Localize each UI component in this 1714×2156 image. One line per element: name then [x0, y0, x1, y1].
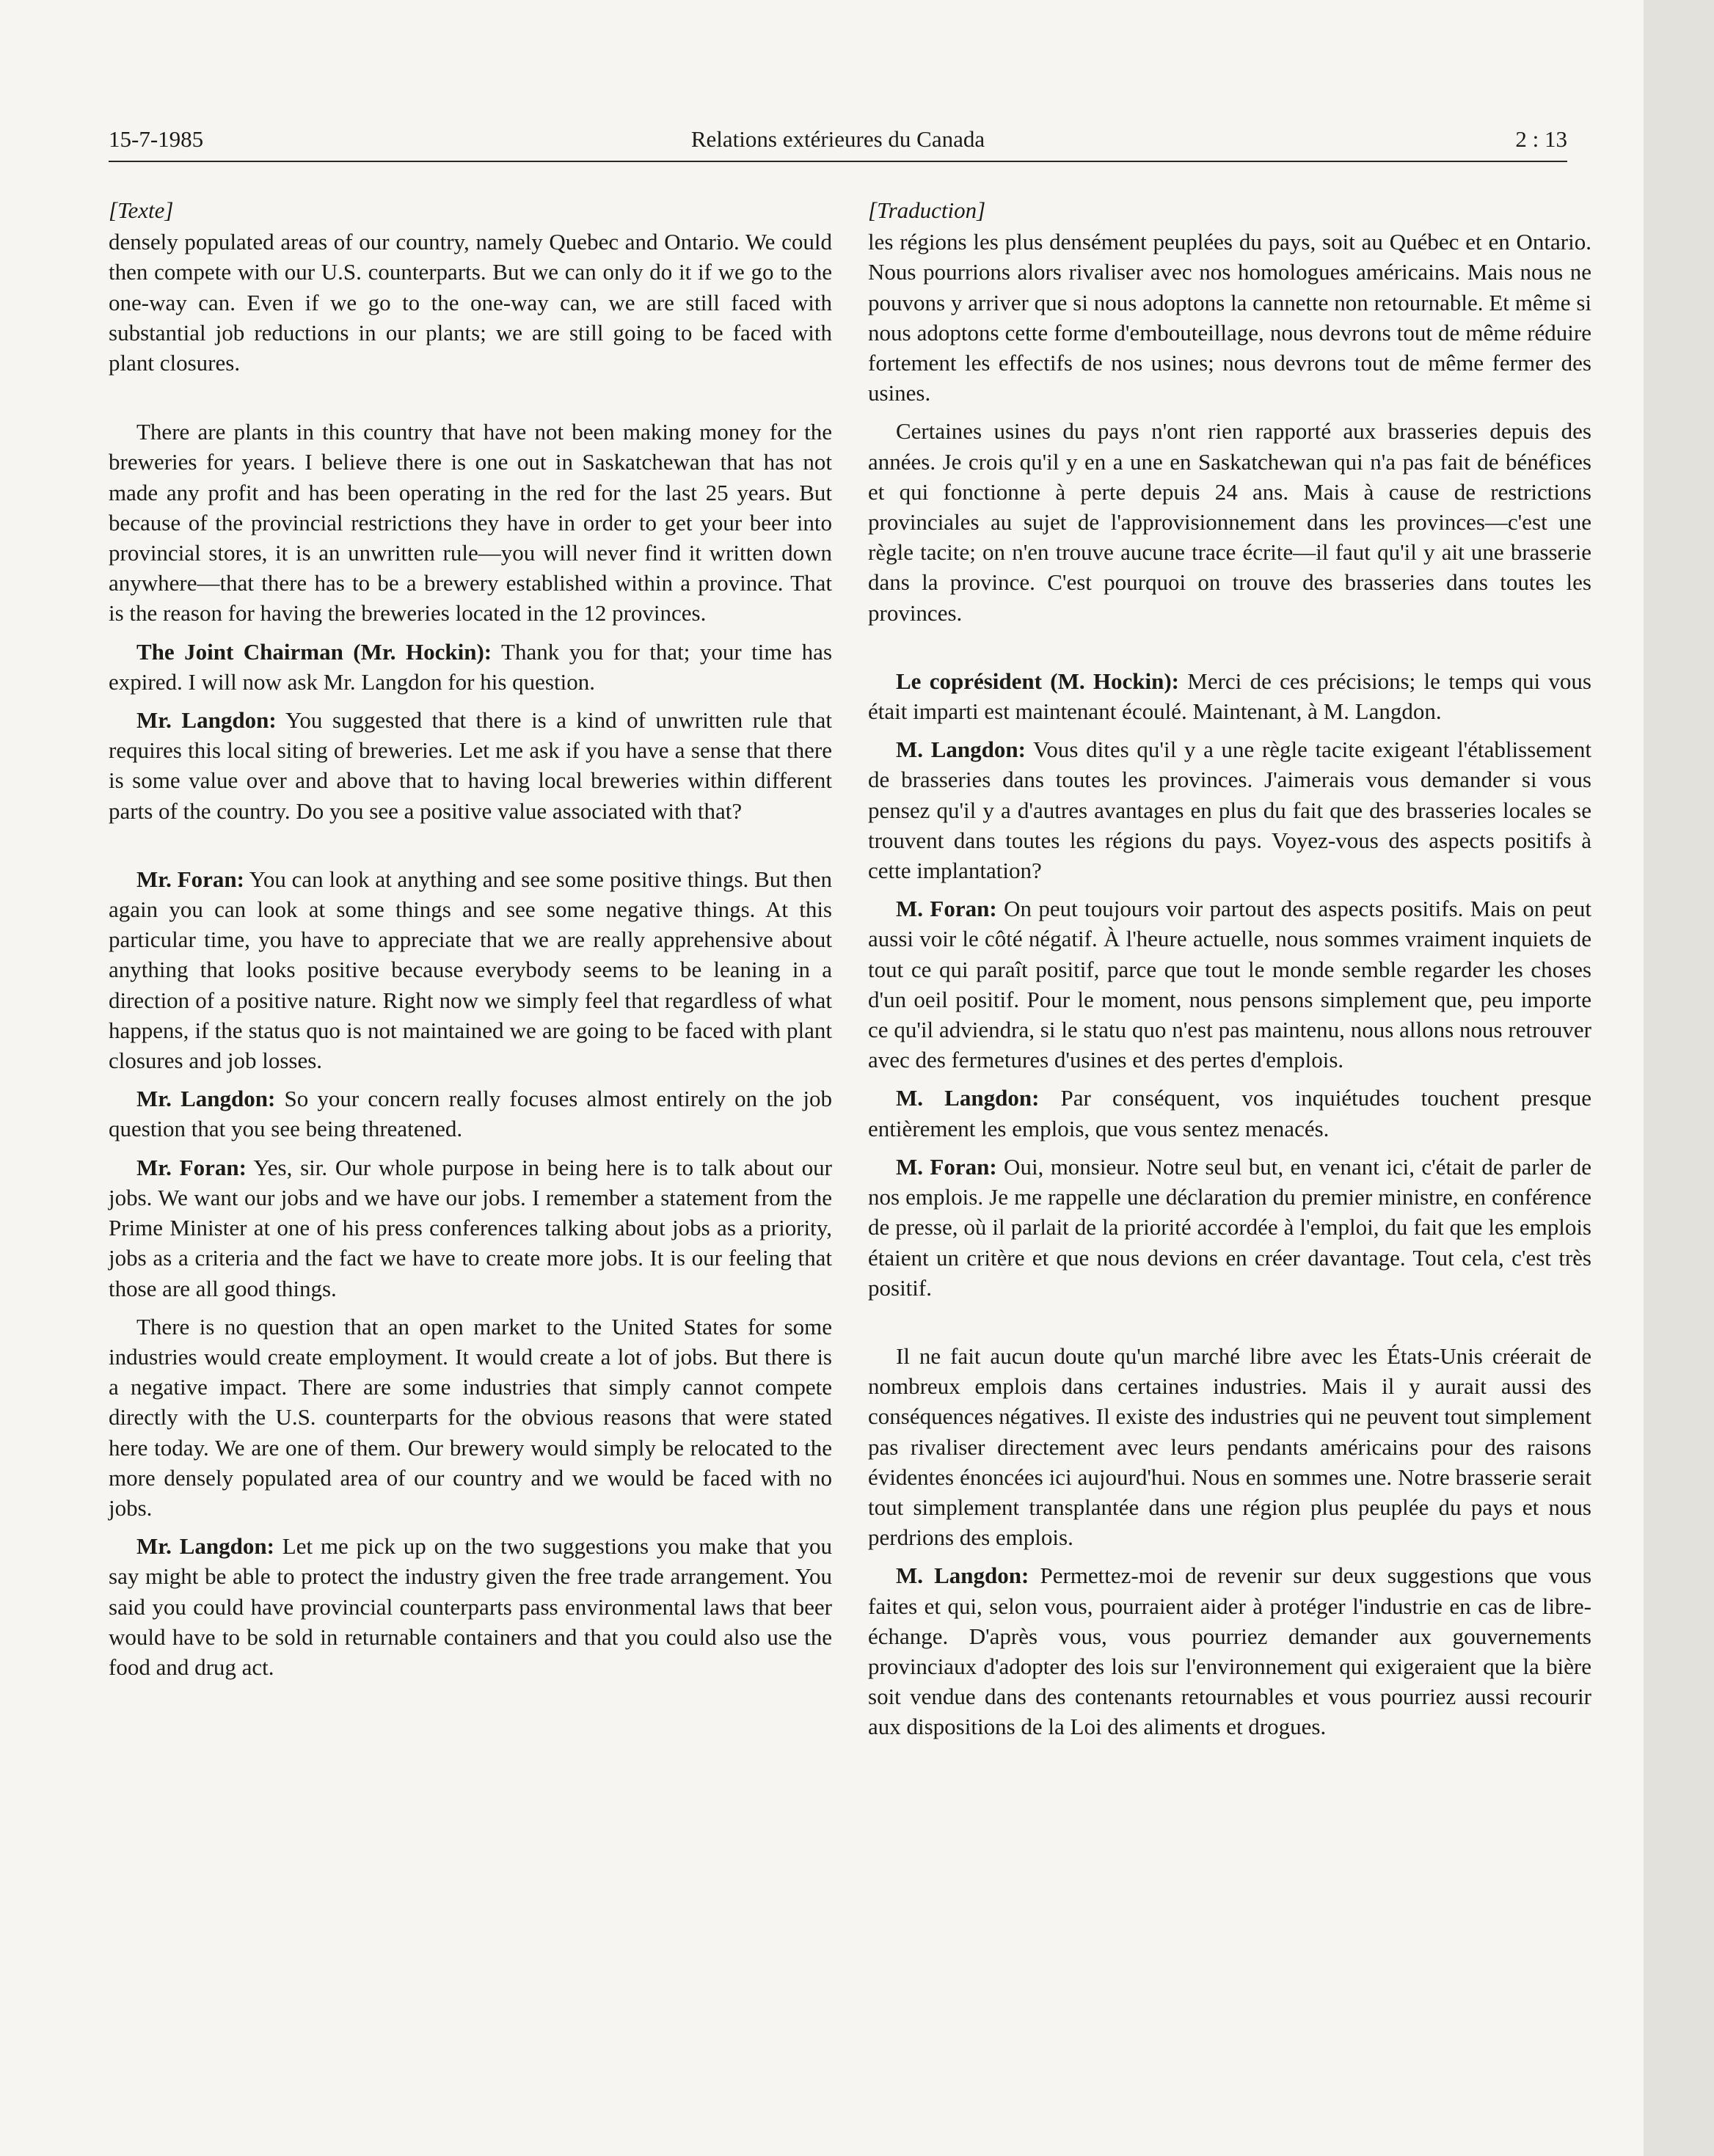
header-title: Relations extérieures du Canada	[690, 126, 985, 152]
speech-text: Let me pick up on the two suggestions you make that you say might be able to protect the industry given the free trade arrangement. You said you could have provincial counterparts pass environmental laws that beer would have to be sold in returnable containers and that you could also use the food and drug act.	[109, 1533, 832, 1680]
left-paragraph-0: densely populated areas of our country, namely Quebec and Ontario. We could then compete with our U.S. counterparts. But we can only do it if we go to the one-way can. Even if we go to the one-way can, we are still faced with substantial job reductions in our plants; we are still going to be faced with plant closures.	[109, 229, 832, 376]
speech-text: Permettez-moi de revenir sur deux suggestions que vous faites et qui, selon vous, pourraient aider à protéger l'industrie en cas de libre-échange. D'après vous, vous pourriez demander aux gouvernements provinciaux d'adopter des lois sur l'environnement qui exigeraient que la bière soit vendue dans des contenants retournables et vous pourriez aussi recourir aux dispositions de la Loi des aliments et drogues.	[868, 1563, 1592, 1740]
header-rule	[109, 161, 1567, 162]
speech-text: You can look at anything and see some positive things. But then again you can look at some things and see some negative things. At this particular time, you have to appreciate that we are really apprehensive about anything that looks positive because everybody seems to be leaning in a direction of a positive nature. Right now we simply feel that regardless of what happens, if the status quo is not maintained we are going to be faced with plant closures and job losses.	[109, 866, 833, 1074]
right-paragraph-5	[868, 1083, 1591, 1143]
speaker-name: M. Langdon:	[896, 1563, 1029, 1589]
right-paragraph-6	[868, 1152, 1591, 1303]
speaker-name: Mr. Langdon:	[136, 707, 277, 734]
speaker-name: The Joint Chairman (Mr. Hockin):	[136, 638, 492, 665]
right-column	[868, 195, 1591, 1742]
left-paragraph-2	[109, 637, 832, 697]
speaker-name: M. Foran:	[896, 1153, 997, 1180]
left-paragraph-5	[109, 1084, 832, 1144]
speaker-name: M. Foran:	[896, 896, 997, 922]
right-paragraph-4	[868, 894, 1591, 1075]
left-paragraph-3	[109, 705, 832, 826]
left-column	[109, 195, 832, 1682]
left-paragraph-7: There is no question that an open market to the United States for some industries would create employment. It would create a lot of jobs. But there is a negative impact. There are some industries that simply cannot compete directly with the U.S. counterparts for the obvious reasons that were stated here today. We are one of them. Our brewery would simply be relocated to the more densely populated area of our country and we would be faced with no jobs.	[109, 1313, 832, 1521]
speaker-name: Mr. Foran:	[136, 866, 244, 892]
right-paragraph-7: Il ne fait aucun doute qu'un marché libre avec les États-Unis créerait de nombreux emplois dans certaines industries. Mais il y aurait aussi des conséquences négatives. Il existe des industries qui ne peuvent tout simplement pas rivaliser directement avec leurs pendants américains pour des raisons évidentes énoncées ici aujourd'hui. Nous en sommes une. Notre brasserie serait tout simplement transplantée dans une région plus peuplée du pays et nous perdrions des emplois.	[868, 1342, 1591, 1551]
speech-text: You suggested that there is a kind of unwritten rule that requires this local siting of breweries. Let me ask if you have a sense that there is some value over and above that to having local breweries within different parts of the country. Do you see a positive value associated with that?	[109, 707, 832, 824]
speaker-name: Le coprésident (M. Hockin):	[896, 668, 1179, 694]
left-paragraph-4	[109, 864, 832, 1075]
right-label-text: Traduction	[877, 197, 977, 223]
right-paragraph-0: les régions les plus densément peuplées du pays, soit au Québec et en Ontario. Nous pourrions alors rivaliser avec nos homologues américains. Mais nous ne pouvons y arriver que si nous adoptons la cannette non retournable. Et même si nous adoptons cette forme d'embouteillage, nous devrons tout de même réduire fortement les effectifs de nos usines; nous devrons tout de même fermer des usines.	[868, 229, 1591, 406]
speech-text: Par conséquent, vos inquiétudes touchent presque entièrement les emplois, que vous sentez menacés.	[868, 1085, 1591, 1141]
header-date: 15-7-1985	[109, 126, 204, 152]
speaker-name: Mr. Langdon:	[136, 1533, 274, 1560]
right-paragraph-1: Certaines usines du pays n'ont rien rapporté aux brasseries depuis des années. Je crois qu'il y en a une en Saskatchewan qui n'a pas fait de bénéfices et qui fonctionne à perte depuis 24 ans. Mais à cause de restrictions provinciales au sujet de l'approvisionnement dans les provinces—c'est une règle tacite; on n'en trouve aucune trace écrite—il faut qu'il y ait une brasserie dans la province. C'est pourquoi on trouve des brasseries dans toutes les provinces.	[868, 418, 1591, 626]
speech-text: So your concern really focuses almost entirely on the job question that you see being threatened.	[109, 1086, 832, 1142]
speaker-name: M. Langdon:	[896, 737, 1026, 763]
speech-text: Yes, sir. Our whole purpose in being here is to talk about our jobs. We want our jobs and we have our jobs. I remember a statement from the Prime Minister at one of his press conferences talking about jobs as a priority, jobs as a criteria and the fact we have to create more jobs. It is our feeling that those are all good things.	[109, 1154, 832, 1301]
speech-text: Thank you for that; your time has expired. I will now ask Mr. Langdon for his question.	[109, 638, 833, 695]
left-column-label: [Texte]	[109, 197, 174, 223]
page-edge	[1644, 0, 1714, 2156]
speaker-name: M. Langdon:	[896, 1085, 1040, 1111]
speech-text: Merci de ces précisions; le temps qui vous était imparti est maintenant écoulé. Maintenant, à M. Langdon.	[868, 668, 1591, 725]
right-paragraph-2	[868, 666, 1591, 726]
speech-text: Oui, monsieur. Notre seul but, en venant ici, c'était de parler de nos emplois. Je me rappelle une déclaration du premier ministre, en conférence de presse, où il parlait de la priorité accordée à l'emploi, du fait que les emplois étaient un critère et que nous devions en créer davantage. Tout cela, c'est très positif.	[868, 1153, 1591, 1301]
left-paragraph-8	[109, 1531, 832, 1682]
speaker-name: Mr. Foran:	[136, 1154, 247, 1180]
left-paragraph-6	[109, 1152, 832, 1304]
speech-text: Vous dites qu'il y a une règle tacite exigeant l'établissement de brasseries dans toutes les provinces. J'aimerais vous demander si vous pensez qu'il y a d'autres avantages en plus du fait que des brasseries locales se trouvent dans toutes les régions du pays. Voyez-vous des aspects positifs à cette implantation?	[868, 737, 1592, 884]
speech-text: On peut toujours voir partout des aspects positifs. Mais on peut aussi voir le côté négatif. À l'heure actuelle, nous sommes vraiment inquiets de tout ce qui paraît positif, parce que tout le monde semble regarder les choses d'un oeil positif. Pour le moment, nous pensons simplement que, peu importe ce qu'il adviendra, si le statu quo n'est pas maintenu, nous allons nous retrouver avec des fermetures d'usines et des pertes d'emplois.	[868, 896, 1591, 1073]
page-header	[109, 122, 1567, 157]
left-paragraph-1: There are plants in this country that have not been making money for the breweries for years. I believe there is one out in Saskatchewan that has not made any profit and has been operating in the red for the last 25 years. But because of the provincial restrictions they have in order to get your beer into provincial stores, it is an unwritten rule—you will never find it written down anywhere—that there has to be a brewery established within a province. That is the reason for having the breweries located in the 12 provinces.	[109, 419, 832, 626]
header-page-number: 2 : 13	[1515, 126, 1567, 152]
left-label-text: Texte	[117, 197, 165, 223]
speaker-name: Mr. Langdon:	[136, 1086, 276, 1112]
right-paragraph-8	[868, 1560, 1591, 1742]
right-column-label: [Traduction]	[868, 197, 986, 223]
right-paragraph-3	[868, 734, 1591, 885]
